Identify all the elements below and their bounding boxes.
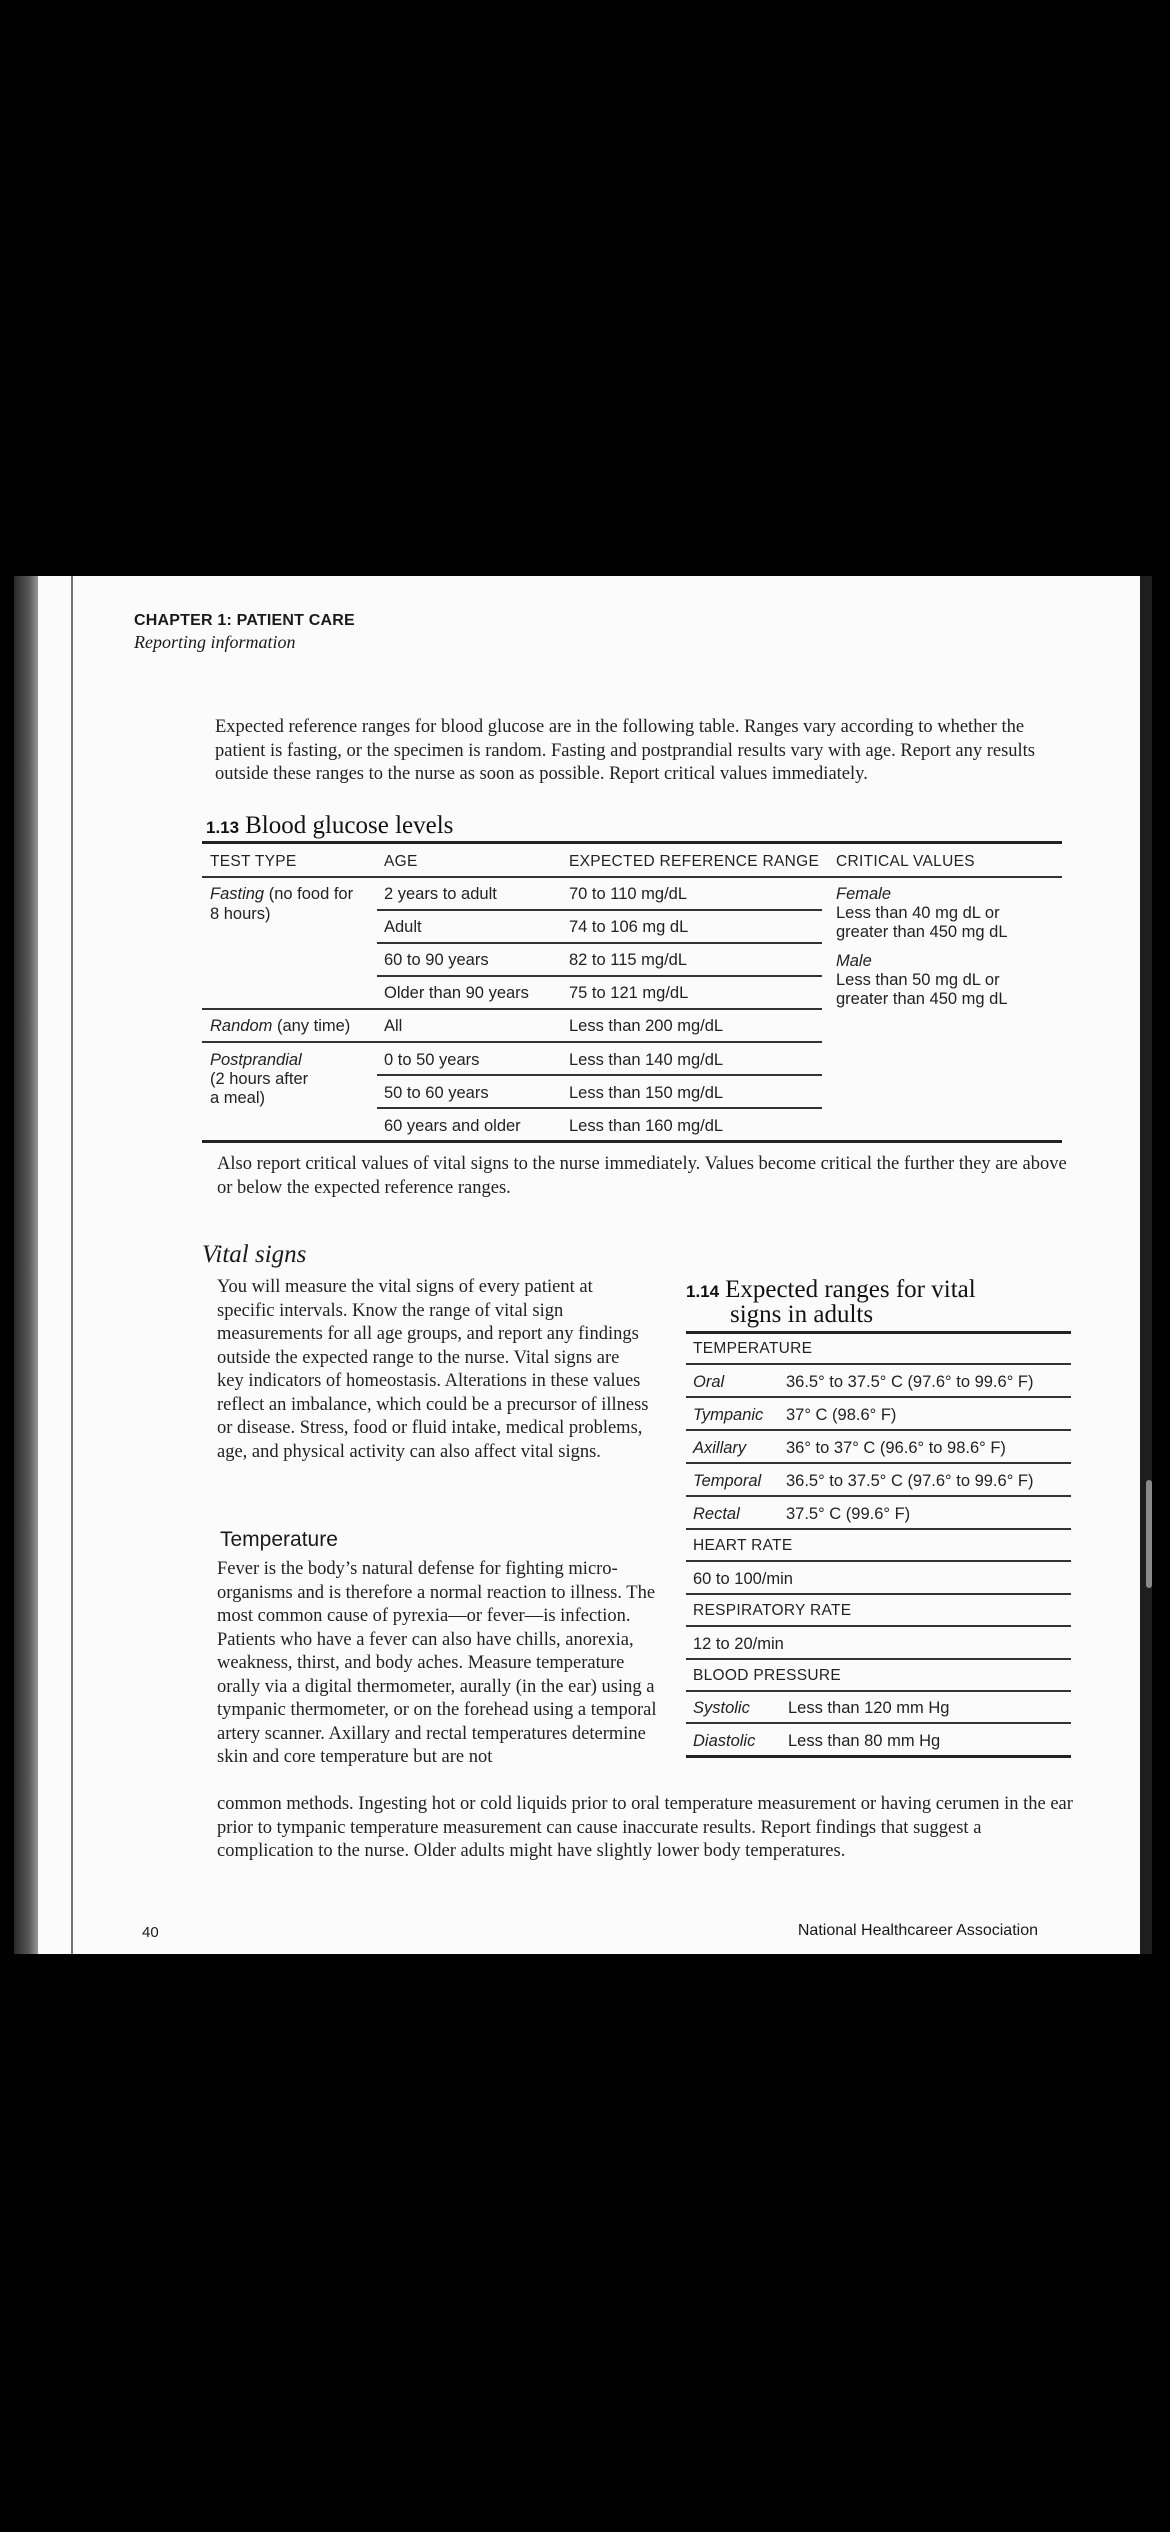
row-rule [686, 1429, 1071, 1431]
blood-pressure-label: Systolic [693, 1699, 750, 1717]
page-number: 40 [142, 1924, 159, 1941]
book-page [14, 576, 1152, 1954]
fasting-age: Adult [384, 918, 422, 936]
postprandial-age: 60 years and older [384, 1117, 521, 1135]
temperature-paragraph-column: Fever is the body’s natural defense for fighting micro-organisms and is therefore a normal reaction to illness. The most common cause of pyrexia—or fever—is infection. Patients who have a fever can also have chills, anorexia, weakness, thirst, and body aches. Measure temperature orally via a digital thermometer, aurally (in the ear) using a tympanic thermometer, or on the forehead using a temporal artery scanner. Axillary and rectal temperatures determine skin and core temperature but are not [217, 1559, 657, 1767]
blood-pressure-value: Less than 120 mm Hg [788, 1699, 950, 1717]
col-header-test-type: TEST TYPE [210, 853, 297, 870]
row-rule [377, 942, 822, 944]
section-rule [686, 1593, 1071, 1595]
temperature-value: 36.5° to 37.5° C (97.6° to 99.6° F) [786, 1373, 1034, 1391]
row-rule [686, 1560, 1071, 1562]
critical-male-label: Male [836, 952, 872, 970]
table-113-title [206, 812, 453, 840]
test-type-random: Random (any time) [210, 1017, 351, 1035]
after-table-paragraph: Also report critical values of vital signs to the nurse immediately. Values become critical the further they are above or below the expected reference ranges. [217, 1154, 1067, 1198]
row-rule [686, 1462, 1071, 1464]
section-subtitle: Reporting information [134, 632, 296, 652]
postprandial-note-2: a meal) [210, 1089, 266, 1107]
row-rule [377, 909, 822, 911]
postprandial-note-1: (2 hours after [210, 1070, 309, 1088]
critical-male-line2: greater than 450 mg dL [836, 990, 1008, 1008]
fasting-age: 2 years to adult [384, 885, 497, 903]
temperature-site: Oral [693, 1373, 725, 1391]
table-bottom-rule [202, 1140, 1062, 1143]
row-rule [686, 1495, 1071, 1497]
temperature-site: Rectal [693, 1505, 740, 1523]
row-rule [377, 975, 822, 977]
temperature-value: 36° to 37° C (96.6° to 98.6° F) [786, 1439, 1006, 1457]
row-rule [686, 1690, 1071, 1692]
page-edge [1140, 576, 1152, 1954]
section-rule [686, 1658, 1071, 1660]
row-rule [377, 1074, 822, 1076]
group-rule [202, 1041, 822, 1043]
test-type-fasting-note: 8 hours) [210, 905, 271, 923]
temperature-value: 36.5° to 37.5° C (97.6° to 99.6° F) [786, 1472, 1034, 1490]
postprandial-range: Less than 160 mg/dL [569, 1117, 724, 1135]
table-title-line1: Expected ranges for vital [725, 1276, 976, 1303]
critical-female-line2: greater than 450 mg dL [836, 923, 1008, 941]
respiratory-rate-header: RESPIRATORY RATE [693, 1602, 852, 1619]
temperature-value: 37.5° C (99.6° F) [786, 1505, 911, 1523]
temperature-site: Temporal [693, 1472, 762, 1490]
table-bottom-rule [686, 1755, 1071, 1758]
scrollbar-thumb[interactable] [1146, 1480, 1152, 1588]
test-type-postprandial: Postprandial [210, 1051, 302, 1069]
section-rule [686, 1528, 1071, 1530]
critical-male-line1: Less than 50 mg dL or [836, 971, 1000, 989]
temperature-heading: Temperature [220, 1528, 338, 1551]
heart-rate-header: HEART RATE [693, 1537, 793, 1554]
row-rule [686, 1396, 1071, 1398]
respiratory-rate-value: 12 to 20/min [693, 1635, 784, 1653]
fasting-range: 70 to 110 mg/dL [569, 885, 688, 903]
chapter-heading: CHAPTER 1: PATIENT CARE [134, 612, 355, 629]
temperature-paragraph-full: common methods. Ingesting hot or cold liquids prior to oral temperature measurement or having cerumen in the ear prior to tympanic temperature measurement can cause inaccurate results. Report findings that suggest a complication to the nurse. Older adults might have slightly lower body temperatures. [217, 1794, 1073, 1861]
col-header-age: AGE [384, 853, 418, 870]
critical-female-label: Female [836, 885, 892, 903]
random-age: All [384, 1017, 403, 1035]
postprandial-range: Less than 140 mg/dL [569, 1051, 724, 1069]
row-rule [686, 1625, 1071, 1627]
random-range: Less than 200 mg/dL [569, 1017, 724, 1035]
page-spine-shadow [14, 576, 38, 1954]
col-header-expected-range: EXPECTED REFERENCE RANGE [569, 853, 820, 870]
blood-pressure-header: BLOOD PRESSURE [693, 1667, 842, 1684]
publisher-footer: National Healthcareer Association [797, 1922, 1038, 1939]
fasting-age: 60 to 90 years [384, 951, 489, 969]
fasting-range: 82 to 115 mg/dL [569, 951, 688, 969]
col-header-critical-values: CRITICAL VALUES [836, 853, 975, 870]
critical-female-line1: Less than 40 mg dL or [836, 904, 1000, 922]
temperature-value: 37° C (98.6° F) [786, 1406, 897, 1424]
fasting-range: 75 to 121 mg/dL [569, 984, 689, 1002]
blood-pressure-label: Diastolic [693, 1732, 756, 1750]
group-rule [202, 1008, 822, 1010]
table-top-rule [202, 841, 1062, 844]
table-number: 1.14 [686, 1282, 720, 1301]
table-114-title-line2: signs in adults [730, 1301, 874, 1328]
temperature-header: TEMPERATURE [693, 1340, 813, 1357]
fasting-age: Older than 90 years [384, 984, 529, 1002]
postprandial-range: Less than 150 mg/dL [569, 1084, 724, 1102]
table-114-title [686, 1276, 976, 1304]
intro-paragraph: Expected reference ranges for blood glucose are in the following table. Ranges vary according to whether the patient is fasting, or the specimen is random. Fasting and postprandial results vary with age. Report any results outside these ranges to the nurse as soon as possible. Report critical values immediately. [215, 717, 1035, 784]
section-rule [686, 1363, 1071, 1365]
heart-rate-value: 60 to 100/min [693, 1570, 793, 1588]
gutter-line [71, 576, 73, 1954]
header-rule [202, 876, 1062, 878]
postprandial-age: 0 to 50 years [384, 1051, 480, 1069]
table-top-rule [686, 1331, 1071, 1334]
vital-signs-paragraph: You will measure the vital signs of every patient at specific intervals. Know the range of vital sign measurements for all age groups, and report any findings outside the expected range to the nurse. Vital signs are key indicators of homeostasis. Alterations in these values reflect an imbalance, which could be a precursor of illness or disease. Stress, food or fluid intake, medical problems, age, and physical activity can also affect vital signs. [217, 1277, 649, 1462]
table-number: 1.13 [206, 818, 240, 837]
row-rule [686, 1722, 1071, 1724]
temperature-site: Axillary [693, 1439, 747, 1457]
temperature-site: Tympanic [693, 1406, 764, 1424]
test-type-fasting: Fasting (no food for [210, 885, 354, 903]
row-rule [377, 1107, 822, 1109]
fasting-range: 74 to 106 mg dL [569, 918, 689, 936]
postprandial-age: 50 to 60 years [384, 1084, 489, 1102]
table-title-text: Blood glucose levels [245, 812, 454, 839]
blood-pressure-value: Less than 80 mm Hg [788, 1732, 941, 1750]
vital-signs-heading: Vital signs [202, 1241, 307, 1268]
